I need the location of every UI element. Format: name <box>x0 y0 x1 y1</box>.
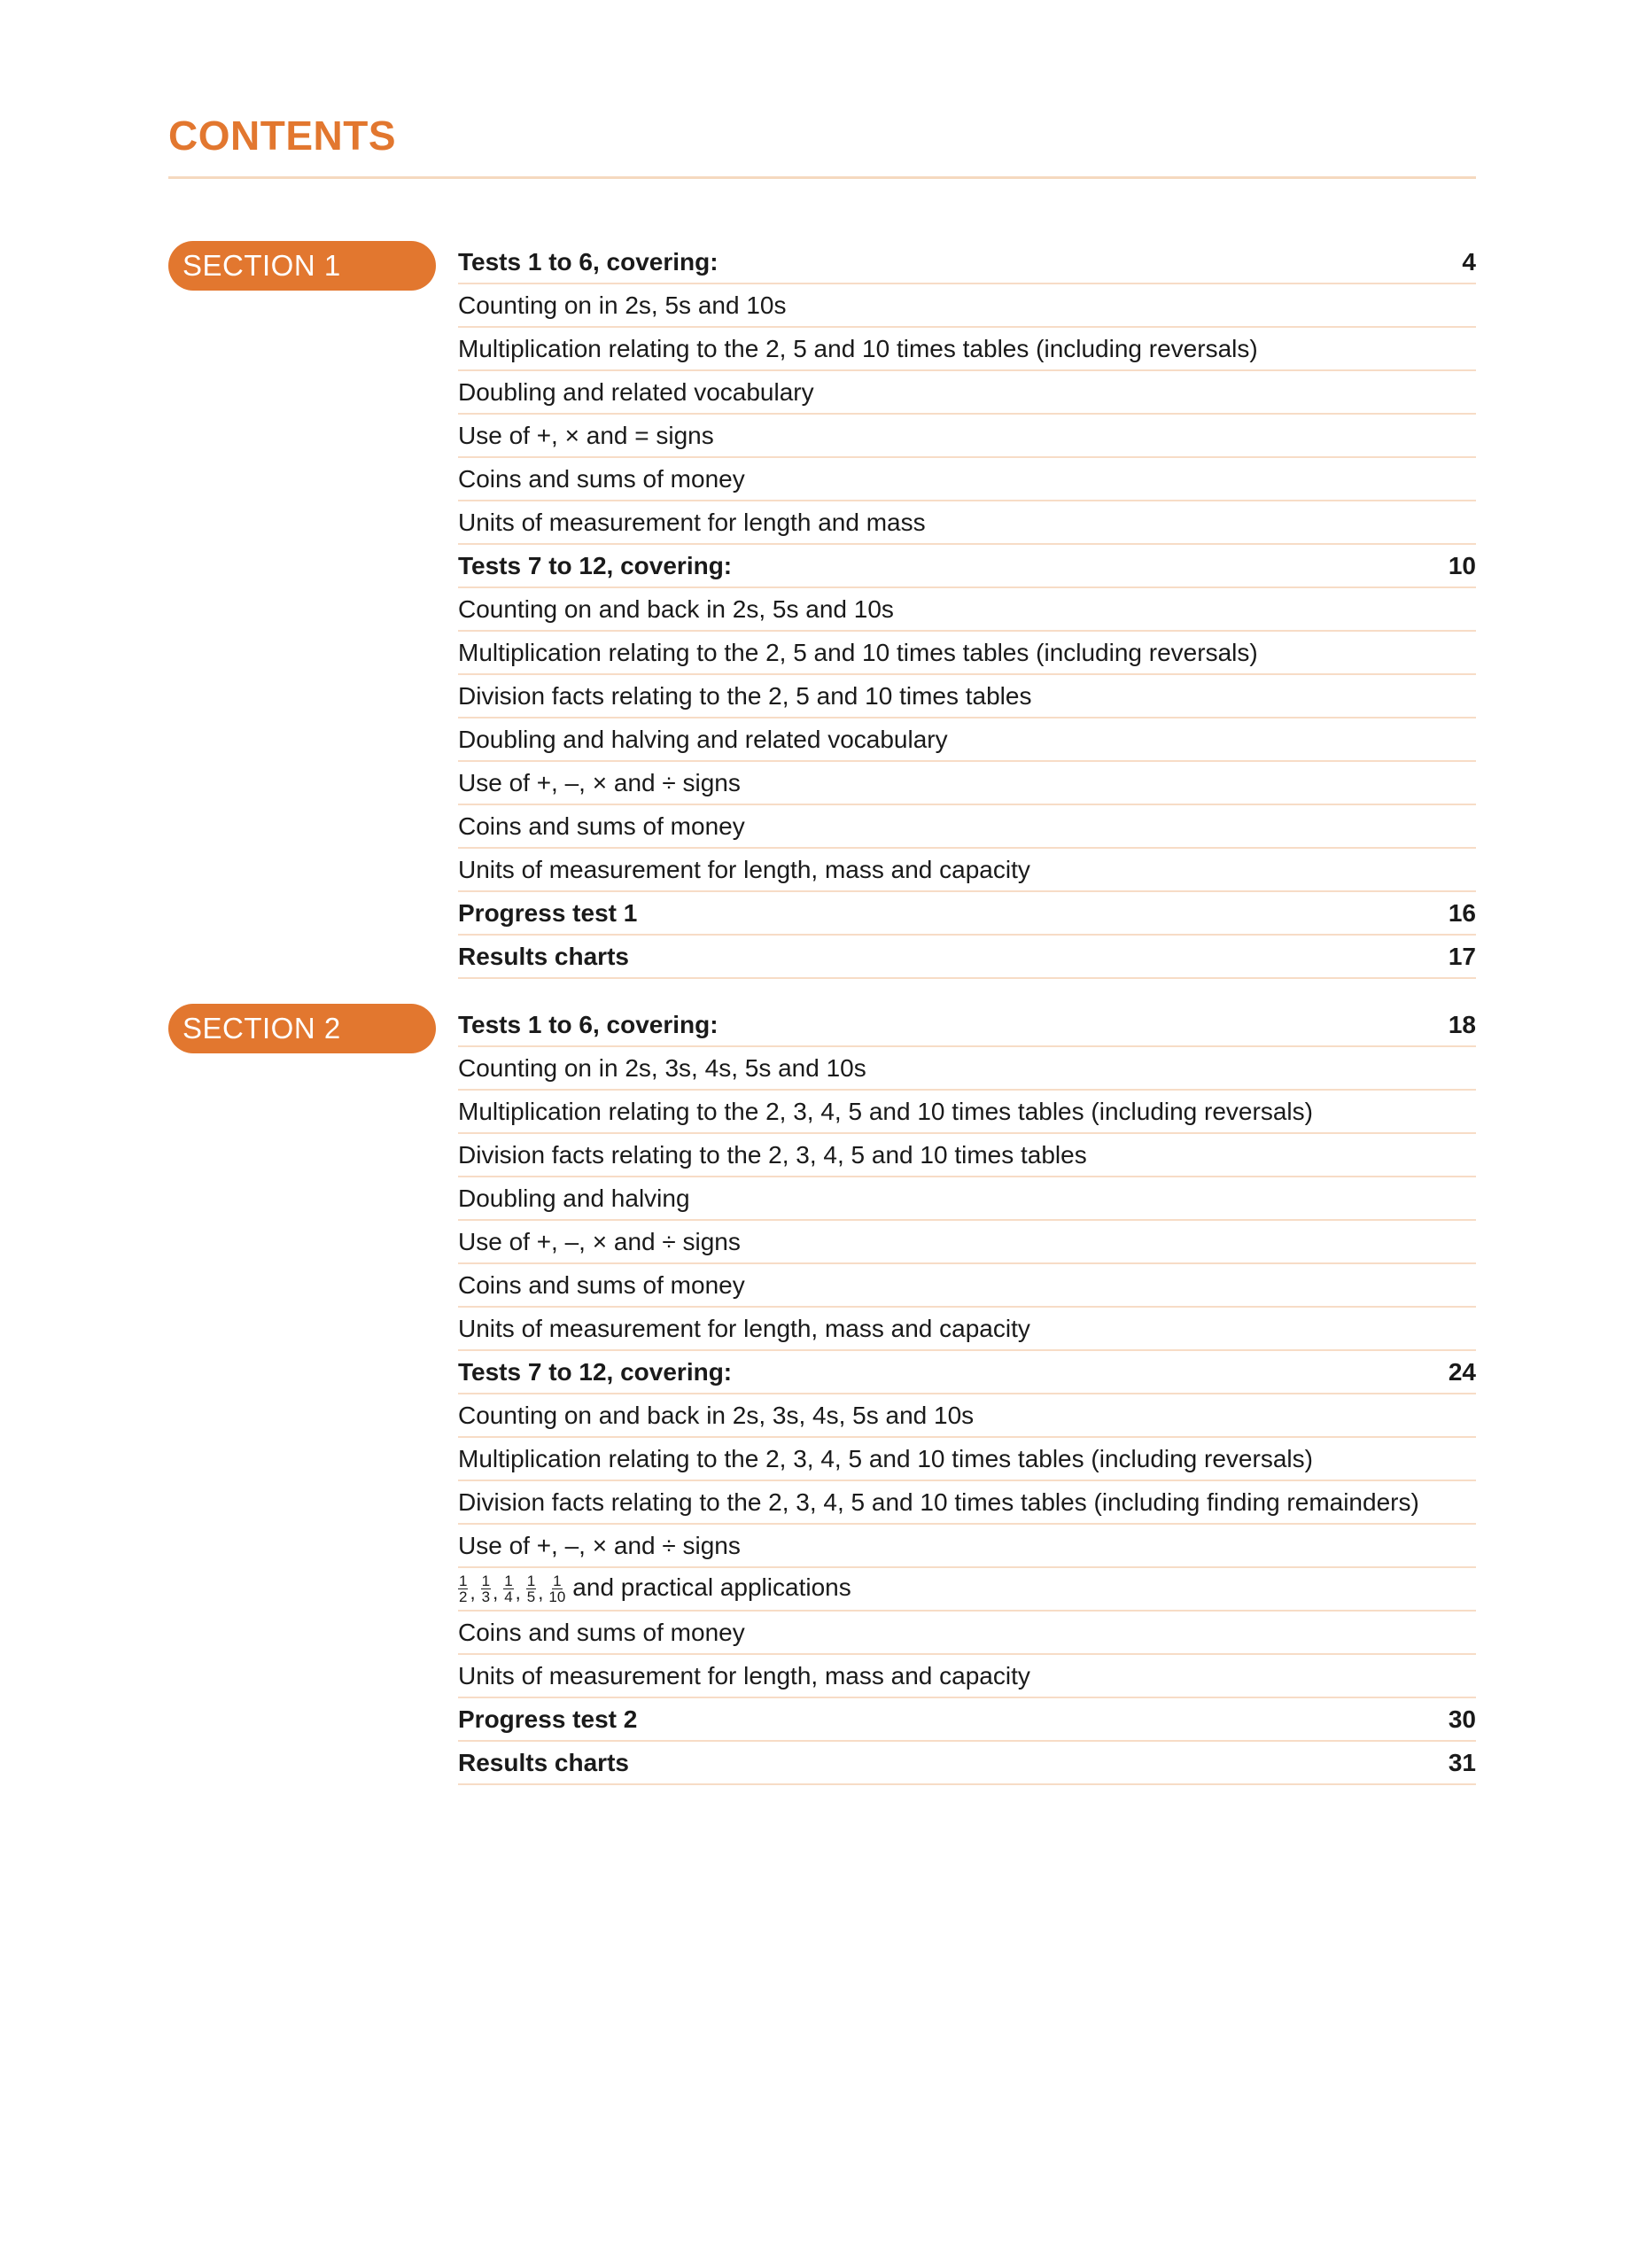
toc-entry-text: Units of measurement for length, mass and capacity <box>458 1661 1030 1689</box>
toc-row <box>458 1351 1476 1394</box>
toc-row <box>458 1221 1476 1264</box>
toc-row <box>458 1047 1476 1091</box>
toc-row <box>458 588 1476 632</box>
toc-entry-text: Progress test 2 <box>458 1705 638 1733</box>
toc-row <box>458 1134 1476 1177</box>
fraction-denominator: 2 <box>459 1588 468 1606</box>
toc-entry-text: Progress test 1 <box>458 898 638 927</box>
toc-row <box>458 936 1476 979</box>
toc-entry-text: Counting on in 2s, 3s, 4s, 5s and 10s <box>458 1053 866 1082</box>
toc-entry-label: and practical applications <box>572 1573 851 1601</box>
toc-page-number: 16 <box>1448 898 1476 927</box>
toc-entry-text: Multiplication relating to the 2, 5 and 10 times tables (including reversals) <box>458 638 1258 666</box>
toc-row <box>458 545 1476 588</box>
fraction-numerator: 1 <box>553 1573 562 1590</box>
toc-entry-text: Tests 1 to 6, covering: <box>458 247 719 276</box>
toc-entry-text: Units of measurement for length and mass <box>458 508 926 536</box>
fraction-numerator: 1 <box>526 1573 536 1590</box>
toc-page-number: 18 <box>1448 1010 1476 1038</box>
fraction-denominator: 4 <box>504 1588 513 1606</box>
toc-row <box>458 1655 1476 1698</box>
toc-entry-text: Units of measurement for length, mass and capacity <box>458 855 1030 883</box>
toc-entry-text: Doubling and related vocabulary <box>458 377 814 406</box>
toc-row <box>458 371 1476 415</box>
toc-entry-text: Coins and sums of money <box>458 464 745 493</box>
toc-row <box>458 675 1476 718</box>
toc-entry-text: Use of +, –, × and ÷ signs <box>458 1531 741 1559</box>
toc-row <box>458 458 1476 501</box>
fraction <box>481 1573 491 1604</box>
toc-row <box>458 1264 1476 1308</box>
toc-entry-text: Results charts <box>458 942 629 970</box>
section-1-badge: SECTION 1 <box>168 241 436 291</box>
toc-row <box>458 284 1476 328</box>
toc-row <box>458 1698 1476 1742</box>
toc-entry-text: Coins and sums of money <box>458 812 745 840</box>
section-1-toc-list <box>458 241 1476 979</box>
toc-entry-text: Use of +, –, × and ÷ signs <box>458 768 741 796</box>
fraction-numerator: 1 <box>481 1573 491 1590</box>
fraction <box>548 1573 565 1604</box>
toc-row <box>458 1091 1476 1134</box>
fraction-denominator: 5 <box>526 1588 536 1606</box>
fraction-denominator: 3 <box>481 1588 491 1606</box>
toc-row <box>458 718 1476 762</box>
toc-row <box>458 849 1476 892</box>
toc-entry-text: Tests 7 to 12, covering: <box>458 1357 733 1386</box>
toc-entry-text: Counting on in 2s, 5s and 10s <box>458 291 787 319</box>
toc-row <box>458 805 1476 849</box>
toc-entry-text: Multiplication relating to the 2, 5 and 10 times tables (including reversals) <box>458 334 1258 362</box>
toc-page-number: 17 <box>1448 942 1476 970</box>
fraction-numerator: 1 <box>504 1573 513 1590</box>
fraction <box>503 1573 513 1604</box>
fraction-numerator: 1 <box>459 1573 468 1590</box>
toc-row <box>458 1742 1476 1785</box>
toc-entry-text: Doubling and halving and related vocabulary <box>458 725 948 753</box>
toc-entry-text: Multiplication relating to the 2, 3, 4, 5 and 10 times tables (including reversals) <box>458 1097 1313 1125</box>
section-2-toc-list <box>458 1004 1476 1785</box>
toc-entry-text: Counting on and back in 2s, 3s, 4s, 5s and 10s <box>458 1401 975 1429</box>
toc-row <box>458 632 1476 675</box>
toc-row <box>458 1612 1476 1655</box>
toc-entry-text: Doubling and halving <box>458 1184 690 1212</box>
toc-entry-text: Multiplication relating to the 2, 3, 4, 5 and 10 times tables (including reversals) <box>458 1444 1313 1472</box>
page-title: CONTENTS <box>168 113 396 159</box>
section-2-badge: SECTION 2 <box>168 1004 436 1053</box>
toc-row <box>458 1525 1476 1568</box>
toc-row <box>458 1481 1476 1525</box>
toc-row <box>458 1394 1476 1438</box>
toc-page-number: 31 <box>1448 1748 1476 1776</box>
toc-row <box>458 1438 1476 1481</box>
fraction-denominator: 10 <box>548 1588 566 1606</box>
toc-page-number: 30 <box>1448 1705 1476 1733</box>
toc-row <box>458 762 1476 805</box>
toc-entry-text: $\frac{1}{2}$ , $\frac{1}{3}$ , $\frac{1}{4}$ , $\frac{1}{5}$ , $\frac{1}{10}$ and practical applications <box>459 1573 851 1606</box>
toc-entry-text: Coins and sums of money <box>458 1618 745 1646</box>
toc-entry-text: Results charts <box>458 1748 629 1776</box>
toc-row <box>458 1308 1476 1351</box>
toc-row <box>458 328 1476 371</box>
toc-row <box>458 415 1476 458</box>
toc-entry-text: Division facts relating to the 2, 5 and 10 times tables <box>458 681 1032 710</box>
toc-entry-text: Division facts relating to the 2, 3, 4, 5 and 10 times tables <box>458 1140 1087 1169</box>
toc-row <box>458 1004 1476 1047</box>
toc-page-number: 24 <box>1448 1357 1476 1386</box>
toc-row <box>458 1177 1476 1221</box>
fraction <box>458 1573 468 1604</box>
toc-entry-text: Tests 7 to 12, covering: <box>458 551 733 579</box>
title-divider <box>168 176 1476 179</box>
toc-page-number: 4 <box>1462 247 1476 276</box>
toc-row <box>458 1568 1476 1612</box>
toc-page-number: 10 <box>1448 551 1476 579</box>
toc-row <box>458 501 1476 545</box>
toc-entry-text: Division facts relating to the 2, 3, 4, 5 and 10 times tables (including finding remainders) <box>458 1487 1419 1516</box>
toc-entry-text: Coins and sums of money <box>458 1270 745 1299</box>
toc-entry-text: Tests 1 to 6, covering: <box>458 1010 719 1038</box>
toc-row <box>458 892 1476 936</box>
toc-entry-text: Use of +, × and = signs <box>458 421 714 449</box>
toc-entry-text: Counting on and back in 2s, 5s and 10s <box>458 594 894 623</box>
toc-entry-text: Units of measurement for length, mass and capacity <box>458 1314 1030 1342</box>
toc-row <box>458 241 1476 284</box>
fraction <box>526 1573 536 1604</box>
toc-entry-text: Use of +, –, × and ÷ signs <box>458 1227 741 1255</box>
